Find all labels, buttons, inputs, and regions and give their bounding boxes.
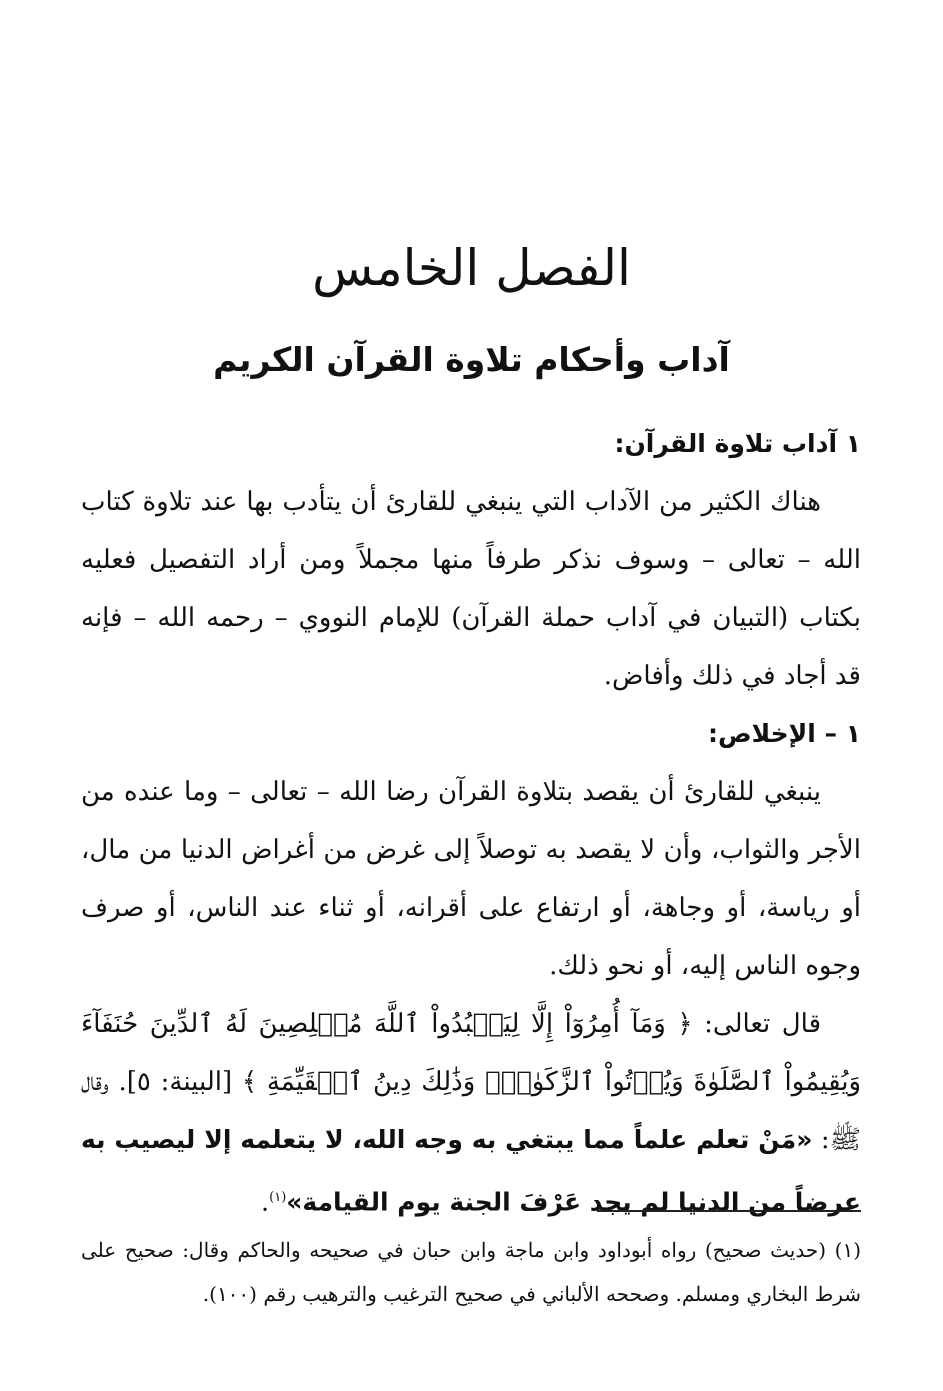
footnote-divider (597, 1210, 861, 1212)
footnotes (81, 1228, 861, 1316)
main-text (81, 415, 861, 1232)
hadith-intro: وقال ﷺ: (81, 1067, 862, 1155)
verse-close-bracket: ﴾ (241, 1067, 258, 1097)
section-heading: ١ آداب تلاوة القرآن: (614, 429, 861, 458)
intro-paragraph: هناك الكثير من الآداب التي ينبغي للقارئ أن يتأدب بها عند تلاوة كتاب الله – تعالى – وسوف نذكر طرفاً منها مجملاً ومن أراد التفصيل فعليه بكتاب (التبيان في آداب حملة القرآن) للإمام النووي – رحمه الله – فإنه قد أجاد في ذلك وأفاض. (81, 487, 861, 691)
ikhlas-paragraph: ينبغي للقارئ أن يقصد بتلاوة القرآن رضا الله – تعالى – وما عنده من الأجر والثواب، وأن لا يقصد به توصلاً إلى غرض من أغراض الدنيا من مال، أو رياسة، أو وجاهة، أو ارتفاع على أقرانه، أو ثناء عند الناس، أو صرف وجوه الناس إليه، أو نحو ذلك. (81, 777, 861, 981)
end-mark: . (260, 1187, 270, 1218)
footnote-1: (١) (حديث صحيح) رواه أبوداود وابن ماجة وابن حبان في صحيحه والحاكم وقال: صحيح على شرط البخاري ومسلم. وصححه الألباني في صحيح الترغيب والترهيب رقم (١٠٠). (81, 1238, 861, 1306)
verse-open-bracket: ﴿ (677, 1009, 693, 1039)
verse-reference: [البينة: ٥]. (118, 1067, 233, 1097)
chapter-title: الفصل الخامس (312, 239, 631, 297)
footnote-reference[interactable]: (١) (269, 1190, 287, 1205)
quote-paragraph (81, 995, 861, 1232)
chapter-subtitle: آداب وأحكام تلاوة القرآن الكريم (213, 340, 730, 379)
hadith-text: «مَنْ تعلم علماً مما يبتغي به وجه الله، لا يتعلمه إلا ليصيب به عرضاً من الدنيا لم يجد عَرْفَ الجنة يوم القيامة» (81, 1125, 861, 1217)
verse-intro: قال تعالى: (704, 1009, 822, 1039)
quran-verse: وَمَآ أُمِرُوٓاْ إِلَّا لِيَعۡبُدُواْ ٱللَّهَ مُخۡلِصِينَ لَهُ ٱلدِّينَ حُنَفَآءَ وَيُقِيمُواْ ٱلصَّلَوٰةَ وَيُؤۡتُواْ ٱلزَّكَوٰةَۚ وَذَٰلِكَ دِينُ ٱلۡقَيِّمَةِ (81, 1009, 862, 1097)
ikhlas-heading: ١ – الإخلاص: (708, 719, 861, 748)
